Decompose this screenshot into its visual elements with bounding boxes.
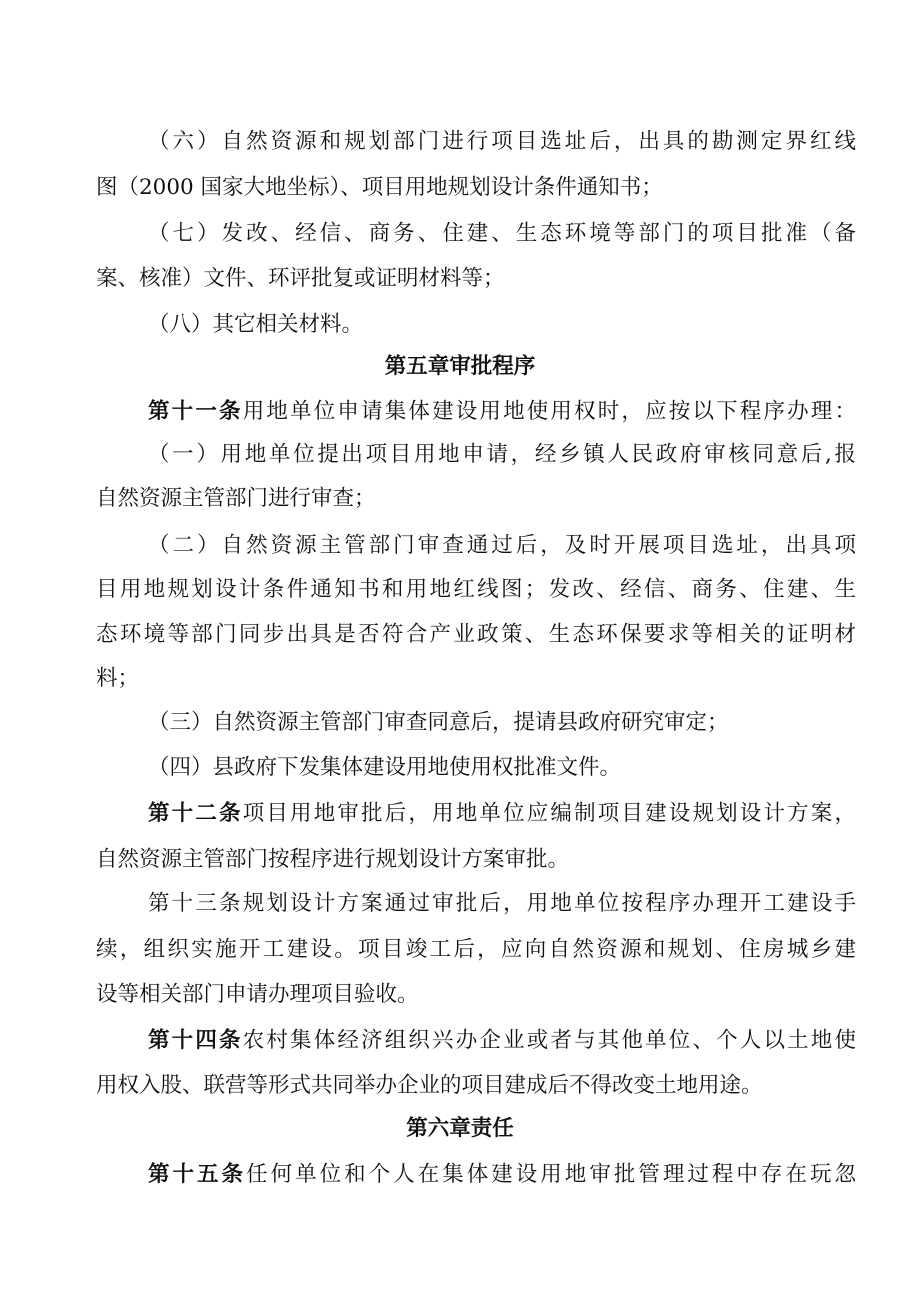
- article-13-line-1: 第十三条规划设计方案通过审批后，用地单位按程序办理开工建设手: [148, 891, 856, 916]
- step-1-line-1: （一）用地单位提出项目用地申请，经乡镇人民政府审核同意后,报: [148, 442, 856, 467]
- article-11-label: 第十一条: [148, 399, 243, 424]
- article-15-line-1: [148, 1160, 856, 1190]
- step-2-line-3: 态环境等部门同步出具是否符合产业政策、生态环保要求等相关的证明材: [96, 622, 856, 647]
- article-14-line-1: [148, 1026, 856, 1056]
- step-1-line-2: 自然资源主管部门进行审查；: [96, 486, 376, 511]
- article-13-line-3: 设等相关部门申请办理项目验收。: [96, 982, 419, 1007]
- chapter-5-title: 第五章审批程序: [384, 354, 536, 379]
- step-2-line-2: 目用地规划设计条件通知书和用地红线图；发改、经信、商务、住建、生: [96, 577, 856, 602]
- item-6-line-1: （六）自然资源和规划部门进行项目选址后，出具的勘测定界红线: [148, 129, 856, 154]
- step-4: （四）县政府下发集体建设用地使用权批准文件。: [148, 755, 622, 780]
- item-6-line-2: 图（2000 国家大地坐标）、项目用地规划设计条件通知书；: [96, 175, 663, 200]
- article-12-text: 项目用地审批后，用地单位应编制项目建设规划设计方案，: [242, 801, 856, 826]
- item-7-line-1: （七）发改、经信、商务、住建、生态环境等部门的项目批准（备: [148, 221, 856, 246]
- article-11: [148, 397, 856, 427]
- item-7-line-2: 案、核准）文件、环评批复或证明材料等；: [96, 266, 505, 291]
- article-11-text: 用地单位申请集体建设用地使用权时，应按以下程序办理：: [242, 399, 856, 424]
- article-14-line-2: 用权入股、联营等形式共同举办企业的项目建成后不得改变土地用途。: [96, 1073, 763, 1098]
- article-15-label: 第十五条: [148, 1162, 247, 1187]
- step-2-line-4: 料；: [96, 666, 140, 691]
- article-12-label: 第十二条: [148, 801, 243, 826]
- article-14-label: 第十四条: [148, 1028, 243, 1053]
- article-12-line-1: [148, 799, 856, 829]
- chapter-6-title: 第六章责任: [406, 1116, 514, 1141]
- article-12-line-2: 自然资源主管部门按程序进行规划设计方案审批。: [96, 847, 570, 872]
- article-14-text: 农村集体经济组织兴办企业或者与其他单位、个人以土地使: [242, 1028, 856, 1053]
- article-15-text: 任何单位和个人在集体建设用地审批管理过程中存在玩忽: [246, 1162, 856, 1187]
- step-2-line-1: （二）自然资源主管部门审查通过后，及时开展项目选址，出具项: [148, 533, 856, 558]
- article-13-line-2: 续，组织实施开工建设。项目竣工后，应向自然资源和规划、住房城乡建: [96, 937, 856, 962]
- item-8: （八）其它相关材料。: [148, 312, 364, 337]
- step-3: （三）自然资源主管部门审查同意后，提请县政府研究审定；: [148, 710, 729, 735]
